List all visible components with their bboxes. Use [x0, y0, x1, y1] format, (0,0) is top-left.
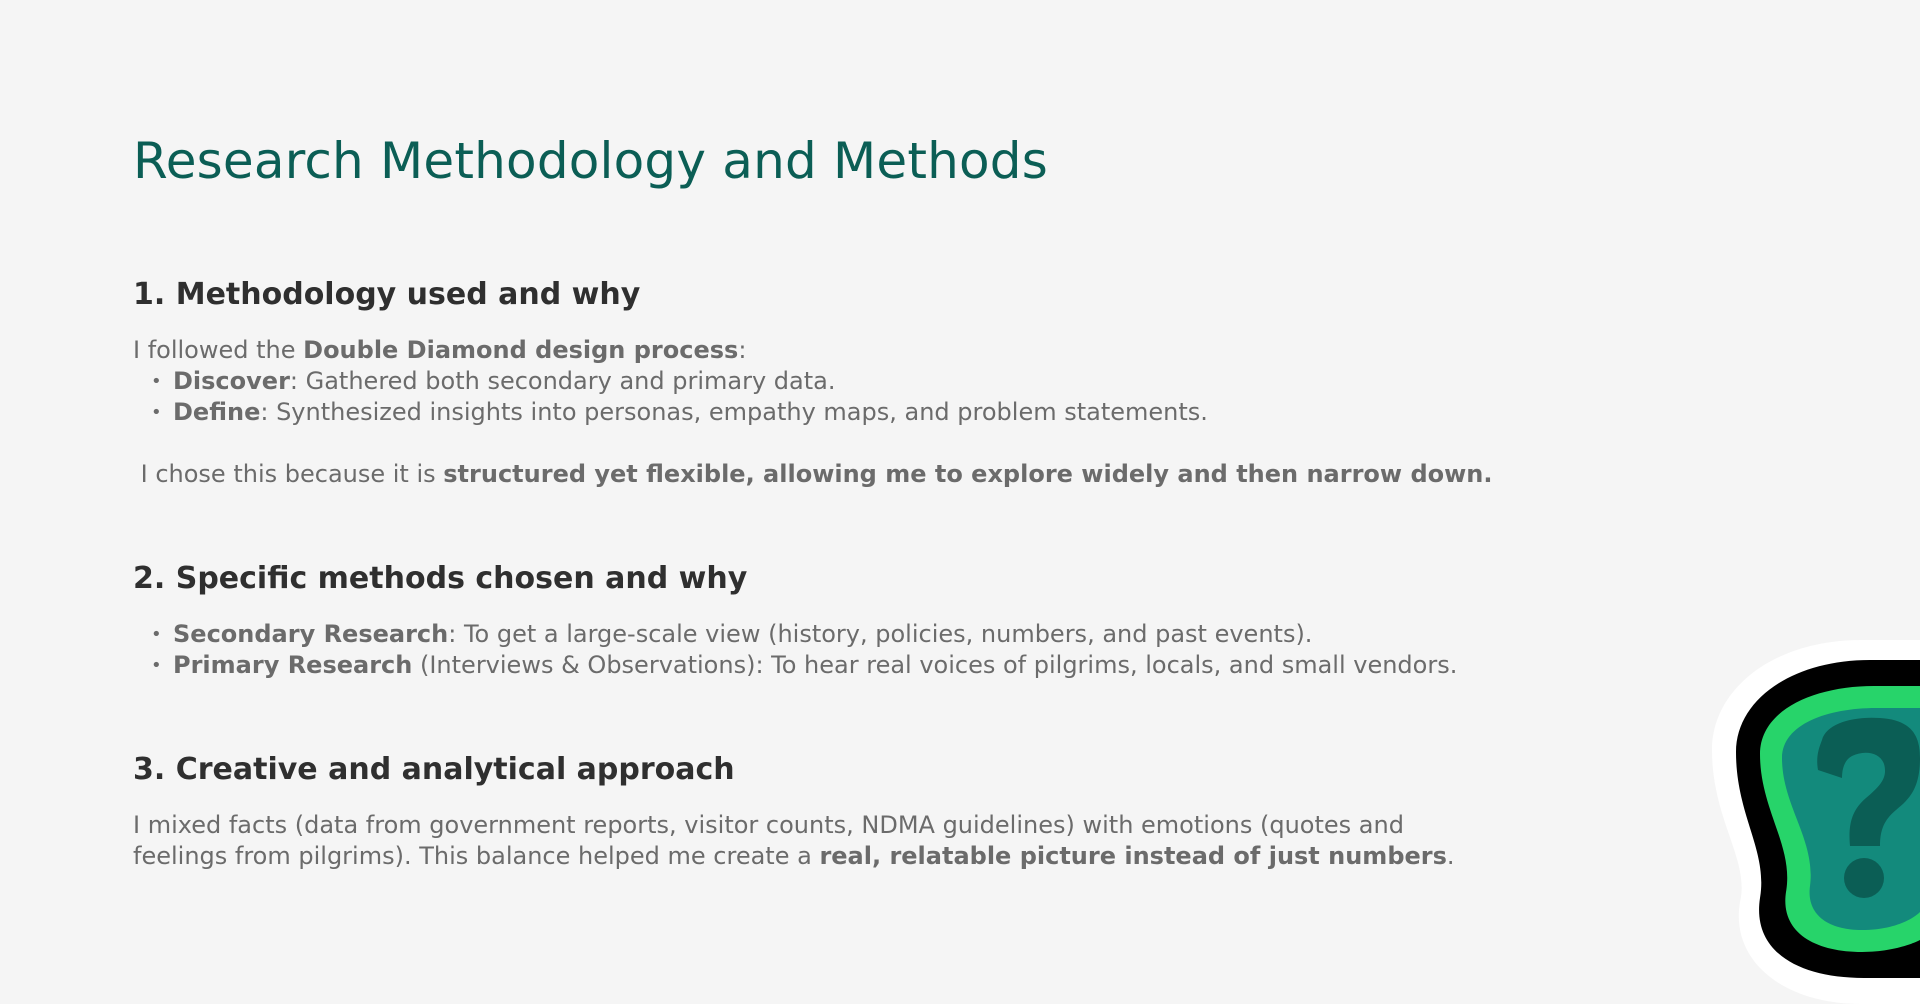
- intro-bold: Double Diamond design process: [303, 336, 739, 364]
- approach-line-2-suffix: .: [1446, 842, 1455, 870]
- bullet-dot: •: [151, 402, 162, 423]
- list-item: [133, 366, 1208, 397]
- bullet-text: (Interviews & Observations): To hear real voices of pilgrims, locals, and small vendors.: [412, 651, 1458, 679]
- intro-suffix: :: [738, 336, 747, 364]
- approach-line-1: I mixed facts (data from government reports, visitor counts, NDMA guidelines) with emotions (quotes and: [133, 811, 1404, 839]
- methodology-intro: [133, 335, 746, 366]
- question-mark-icon: [1712, 640, 1920, 1004]
- bullet-text: : Gathered both secondary and primary data.: [289, 367, 836, 395]
- bullet-term: Primary Research: [173, 651, 413, 679]
- approach-line-2-bold: real, relatable picture instead of just numbers: [819, 842, 1447, 870]
- section-heading-methods: 2. Specific methods chosen and why: [133, 561, 748, 596]
- list-item: [133, 619, 1457, 650]
- bullet-term: Discover: [173, 367, 290, 395]
- bullet-term: Secondary Research: [173, 620, 449, 648]
- bullet-dot: •: [151, 655, 162, 676]
- section-heading-methodology: 1. Methodology used and why: [133, 277, 641, 312]
- page-title: Research Methodology and Methods: [133, 132, 1048, 190]
- bullet-text: : Synthesized insights into personas, empathy maps, and problem statements.: [260, 398, 1208, 426]
- intro-prefix: I followed the: [133, 336, 304, 364]
- bullet-dot: •: [151, 624, 162, 645]
- reason-prefix: I chose this because it is: [133, 460, 444, 488]
- bullet-term: Define: [173, 398, 261, 426]
- approach-text: [133, 810, 1455, 872]
- bullet-text: : To get a large-scale view (history, policies, numbers, and past events).: [448, 620, 1313, 648]
- methodology-bullet-list: [133, 366, 1208, 428]
- approach-line-2-prefix: feelings from pilgrims). This balance helped me create a: [133, 842, 820, 870]
- section-heading-approach: 3. Creative and analytical approach: [133, 752, 735, 787]
- bullet-dot: •: [151, 371, 162, 392]
- methodology-reason: [133, 459, 1492, 490]
- list-item: [133, 397, 1208, 428]
- methods-bullet-list: [133, 619, 1457, 681]
- list-item: [133, 650, 1457, 681]
- reason-bold: structured yet flexible, allowing me to explore widely and then narrow down.: [443, 460, 1493, 488]
